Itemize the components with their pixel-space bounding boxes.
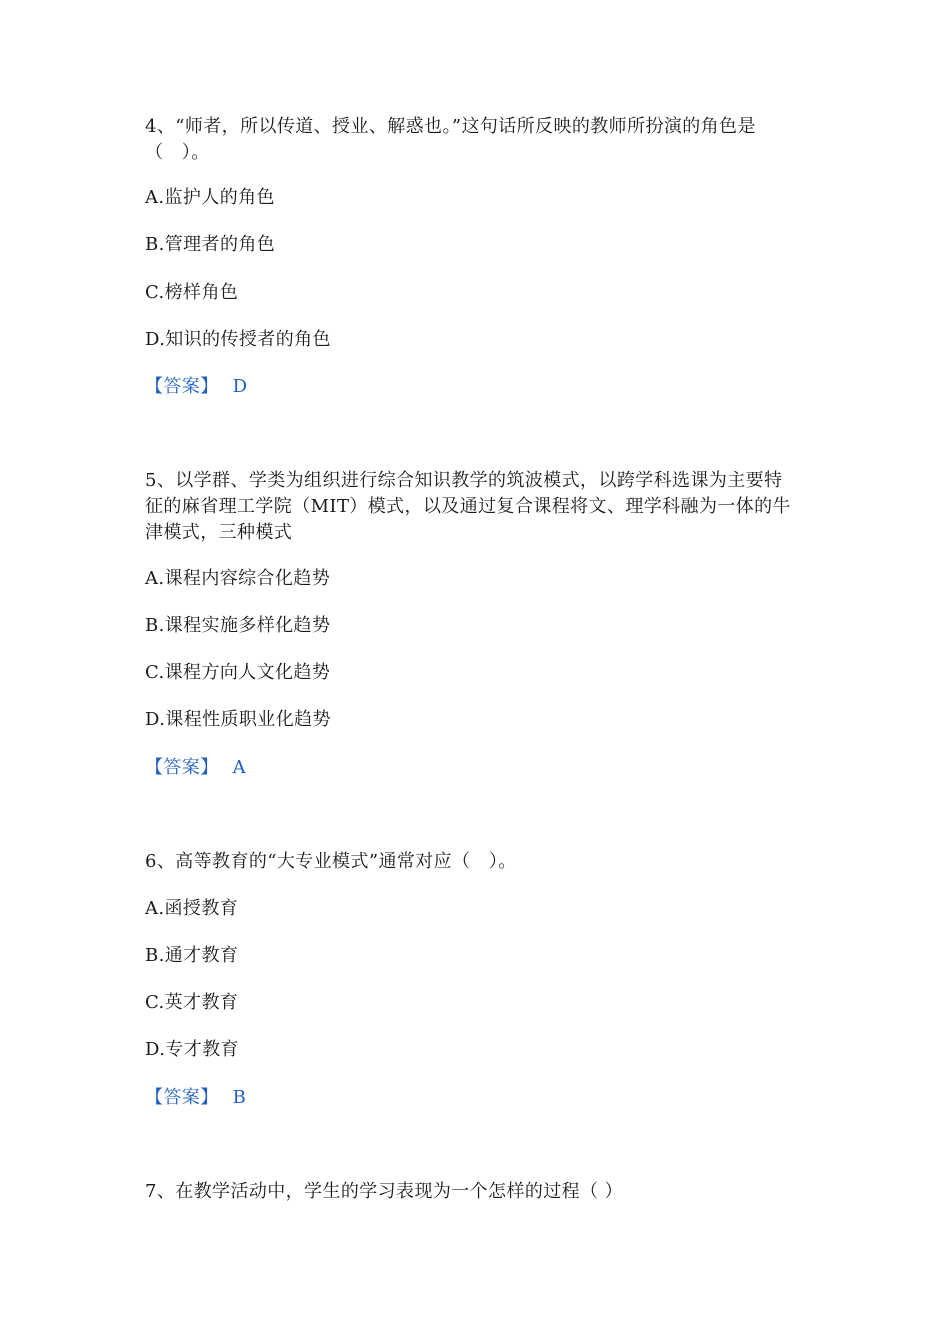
option-b: B.通才教育 (145, 945, 239, 966)
answer-line (145, 755, 810, 781)
answer-line (145, 374, 810, 400)
option-d: D.知识的传授者的角色 (145, 329, 331, 350)
option-d: D.课程性质职业化趋势 (145, 709, 331, 730)
question-stem-line: 5、以学群、学类为组织进行综合知识教学的筑波模式，以跨学科选课为主要特 (145, 470, 783, 491)
answer-value: A (232, 757, 247, 778)
option-d: D.专才教育 (145, 1039, 239, 1060)
answer-tag: 【答案】 (145, 376, 219, 397)
option-c: C.榜样角色 (145, 282, 239, 303)
answer-value: B (232, 1087, 247, 1108)
question-stem-line: 津模式，三种模式 (145, 522, 293, 543)
answer-line (145, 1085, 810, 1111)
question-stem-line: （ ）。 (145, 142, 210, 163)
option-c: C.课程方向人文化趋势 (145, 662, 331, 683)
answer-tag: 【答案】 (145, 757, 219, 778)
question-stem-line: 7、在教学活动中，学生的学习表现为一个怎样的过程（ ） (145, 1181, 623, 1202)
option-a: A.监护人的角色 (145, 187, 275, 208)
option-c: C.英才教育 (145, 992, 239, 1013)
option-a: A.课程内容综合化趋势 (145, 568, 331, 589)
option-a: A.函授教育 (145, 898, 239, 919)
question-stem-line: 征的麻省理工学院（MIT）模式，以及通过复合课程将文、理学科融为一体的牛 (145, 496, 791, 517)
option-b: B.管理者的角色 (145, 234, 276, 255)
question-stem-line: 6、高等教育的“大专业模式”通常对应（ ）。 (145, 851, 517, 872)
answer-tag: 【答案】 (145, 1087, 219, 1108)
question-stem-line: 4、“师者，所以传道、授业、解惑也。”这句话所反映的教师所扮演的角色是 (145, 116, 756, 137)
answer-value: D (232, 376, 248, 397)
option-b: B.课程实施多样化趋势 (145, 615, 331, 636)
